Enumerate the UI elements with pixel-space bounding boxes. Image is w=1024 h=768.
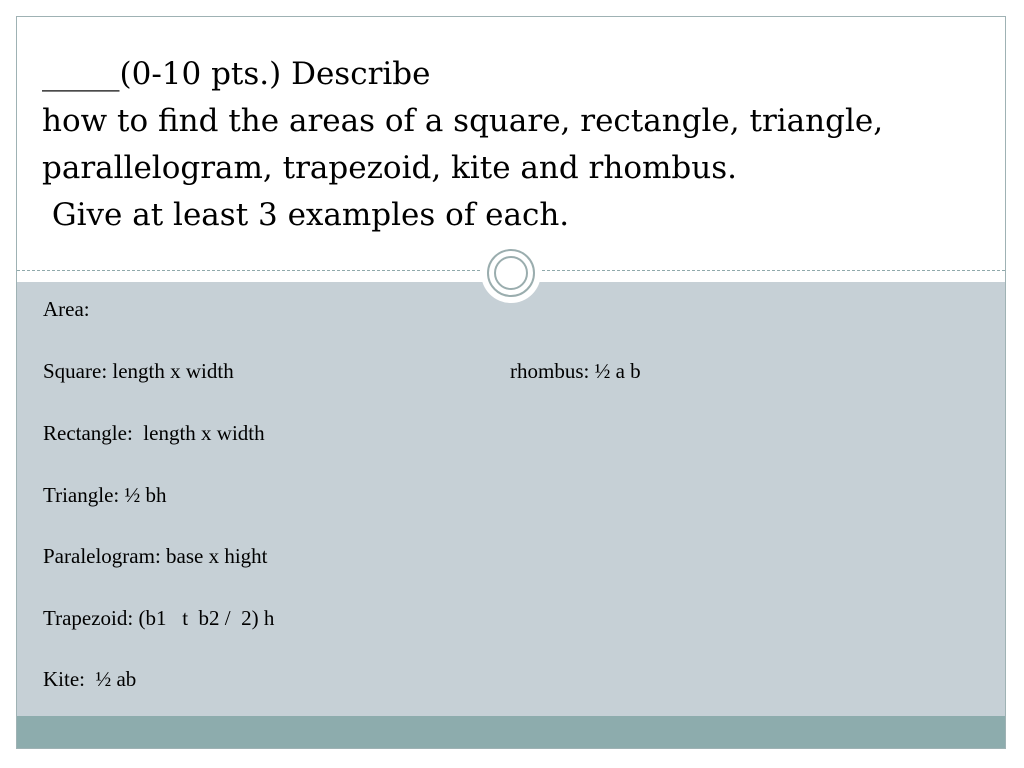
area-item-triangle: Triangle: ½ bh (43, 483, 167, 507)
footer-band (17, 716, 1005, 749)
title-line-1: _____(0-10 pts.) Describe (42, 56, 431, 92)
title-line-3: parallelogram, trapezoid, kite and rhombus. (42, 150, 737, 186)
ornament-inner-ring (494, 256, 528, 290)
ornament-outer-ring (487, 249, 535, 297)
slide-title (42, 51, 992, 239)
area-item-square: Square: length x width (43, 359, 234, 383)
area-item-rectangle: Rectangle: length x width (43, 421, 265, 445)
area-item-rhombus: rhombus: ½ a b (510, 359, 641, 383)
title-line-2: how to find the areas of a square, rectangle, triangle, (42, 103, 884, 139)
slide (16, 16, 1006, 749)
area-item-parallelogram: Paralelogram: base x hight (43, 544, 268, 568)
title-area (17, 17, 1005, 271)
area-item-kite: Kite: ½ ab (43, 667, 137, 691)
area-heading: Area: (43, 297, 90, 321)
title-line-4: Give at least 3 examples of each. (42, 197, 570, 233)
area-item-trapezoid: Trapezoid: (b1 t b2 / 2) h (43, 606, 275, 630)
divider-circle-ornament (481, 243, 541, 303)
